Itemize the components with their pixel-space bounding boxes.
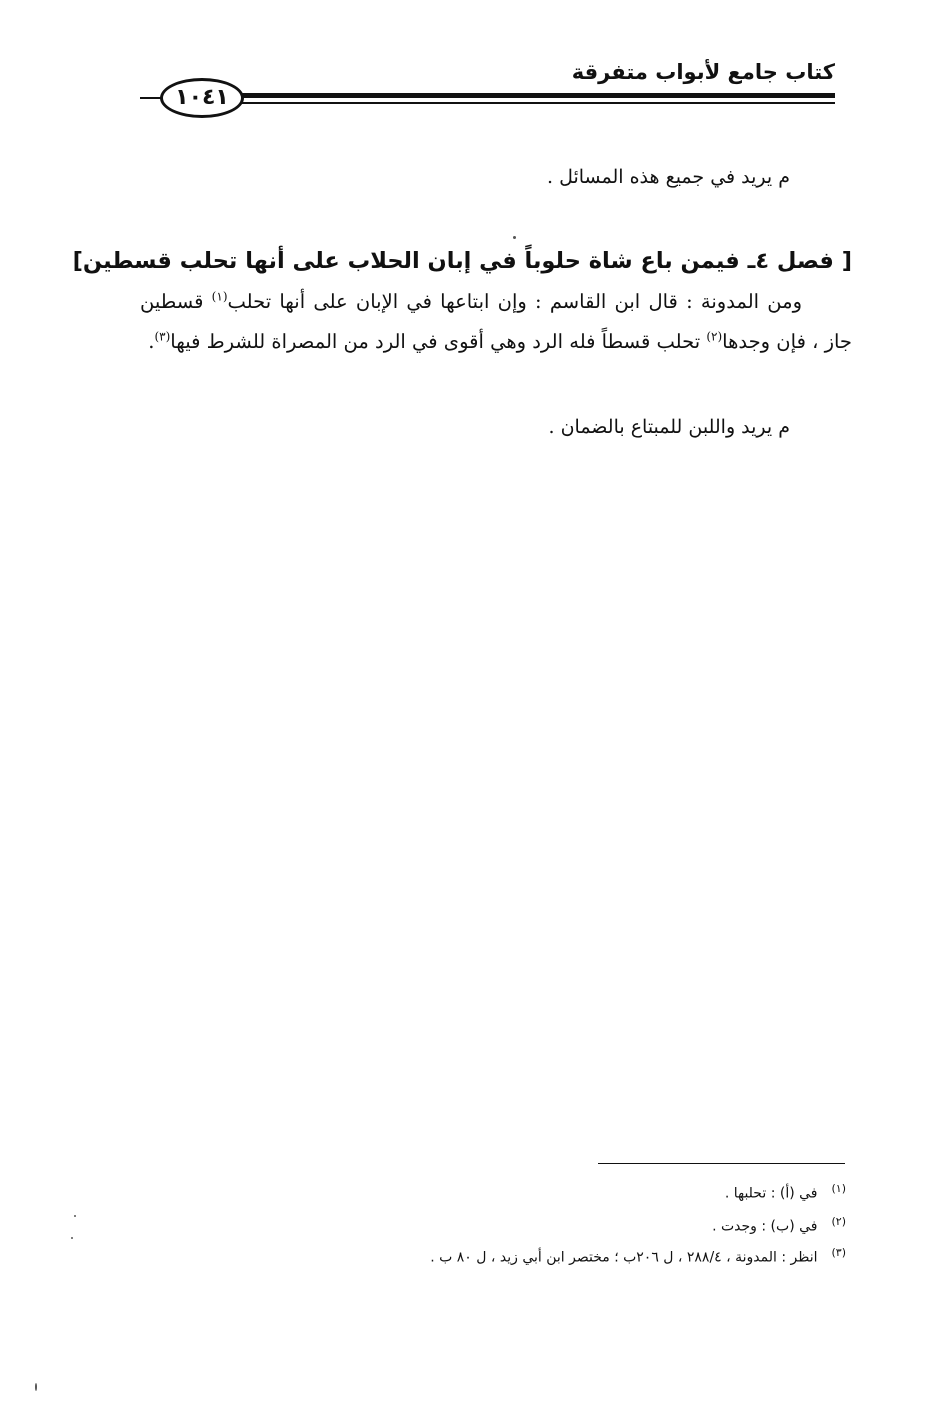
header-rule-thick bbox=[225, 93, 835, 98]
paragraph-text-d: . bbox=[148, 330, 155, 353]
running-title: كتاب جامع لأبواب متفرقة bbox=[571, 60, 835, 84]
note-line-2: م يريد واللبن للمبتاع بالضمان . bbox=[548, 416, 790, 438]
scan-speck bbox=[513, 236, 516, 239]
footnote-1 bbox=[560, 1179, 846, 1204]
section-heading: [ فصل ٤ـ فيمن باع شاة حلوباً في إبان الحلاب على أنها تحلب قسطين] bbox=[72, 248, 852, 274]
footnote-2 bbox=[560, 1212, 846, 1237]
paragraph-text-b: قسطين جاز ، فإن وجدها bbox=[140, 290, 852, 353]
paragraph-text-a: ومن المدونة : قال ابن القاسم : وإن ابتاعها في الإبان على أنها تحلب bbox=[227, 290, 803, 313]
footnote-3 bbox=[340, 1243, 846, 1268]
footnote-number: (١) bbox=[831, 1182, 846, 1195]
footnote-separator bbox=[598, 1163, 845, 1164]
footnote-ref-1: (١) bbox=[211, 289, 228, 304]
body-paragraph bbox=[140, 282, 852, 362]
footnote-text: في (ب) : وجدت . bbox=[712, 1218, 818, 1235]
paragraph-text-c: تحلب قسطاً فله الرد وهي أقوى في الرد من المصراة للشرط فيها bbox=[170, 330, 707, 353]
scan-speck bbox=[71, 1237, 73, 1239]
footnote-ref-3: (٣) bbox=[154, 329, 171, 344]
footnote-number: (٢) bbox=[831, 1215, 846, 1228]
scan-speck bbox=[74, 1215, 76, 1217]
footnote-ref-2: (٢) bbox=[706, 329, 723, 344]
footnote-text: انظر : المدونة ، ٢٨٨/٤ ، ل ٢٠٦ب ؛ مختصر ابن أبي زيد ، ل ٨٠ ب . bbox=[430, 1249, 818, 1266]
scan-speck bbox=[35, 1383, 37, 1391]
page-number-oval bbox=[160, 78, 244, 118]
note-line-1: م يريد في جميع هذه المسائل . bbox=[547, 166, 790, 188]
header-rule-thin bbox=[225, 102, 835, 104]
footnote-number: (٣) bbox=[831, 1246, 846, 1259]
footnote-text: في (أ) : تحلبها . bbox=[724, 1185, 818, 1202]
page-number: ١٠٤١ bbox=[175, 85, 229, 110]
